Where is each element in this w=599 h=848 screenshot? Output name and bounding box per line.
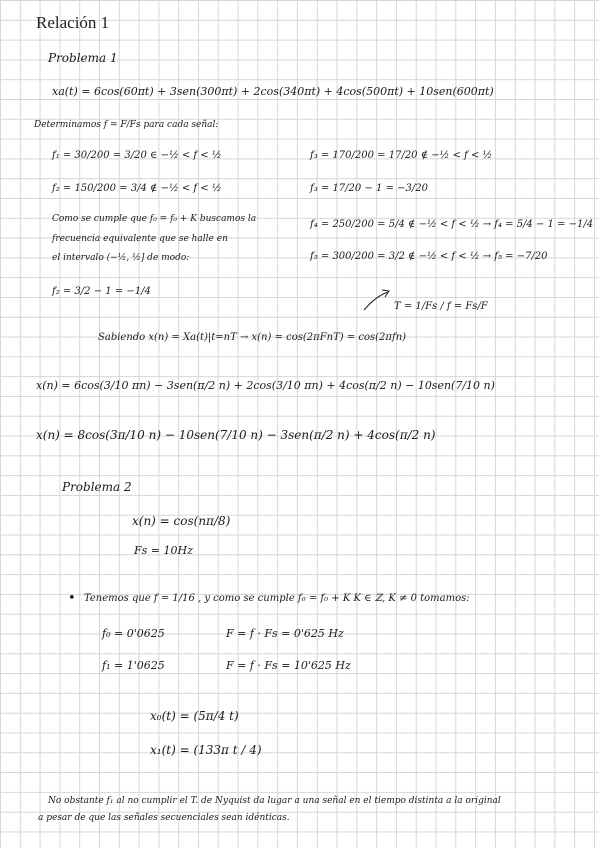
f4-line: f₄ = 250/200 = 5/4 ∉ −½ < f < ½ → f₄ = 5/4 − 1 = −1/4: [310, 219, 594, 230]
sampling-relation: Sabiendo x(n) = Xa(t)|t=nT → x(n) = cos(2πFnT) = cos(2πfn): [98, 332, 407, 343]
f2-equivalent: f₂ = 3/2 − 1 = −1/4: [52, 286, 151, 297]
p2-f0: f₀ = 0'0625: [102, 627, 165, 640]
p2-F0: F = f · Fs = 0'625 Hz: [226, 627, 344, 640]
note-line-1: Como se cumple que f₀ = f₀ + K buscamos la: [52, 214, 257, 224]
determine-text: Determinamos f = F/Fs para cada señal:: [34, 120, 219, 130]
arrow-icon: [362, 288, 392, 312]
bullet: •: [68, 591, 76, 606]
conclusion-line-1: No obstante f₁ al no cumplir el T. de Nyquist da lugar a una señal en el tiempo distinta a la original: [48, 796, 501, 806]
f5-line: f₅ = 300/200 = 3/2 ∉ −½ < f < ½ → f₅ = −7/20: [310, 251, 548, 262]
xn-simplified: x(n) = 8cos(3π/10 n) − 10sen(7/10 n) − 3sen(π/2 n) + 4cos(π/2 n): [36, 428, 436, 442]
p2-xn: x(n) = cos(nπ/8): [132, 514, 231, 528]
page-title: Relación 1: [36, 13, 110, 32]
tenemos-line: Tenemos que f = 1/16 , y como se cumple f₀ = f₀ + K K ∈ ℤ, K ≠ 0 tomamos:: [84, 593, 470, 604]
problem-1-heading: Problema 1: [48, 51, 118, 65]
p2-f1: f₁ = 1'0625: [102, 659, 165, 672]
period-definition: T = 1/Fs / f = Fs/F: [394, 301, 488, 312]
p2-x1: x₁(t) = (133π t / 4): [150, 743, 262, 757]
f3-line: f₃ = 170/200 = 17/20 ∉ −½ < f < ½: [310, 150, 493, 161]
problem-2-heading: Problema 2: [62, 480, 132, 494]
note-line-3: el intervalo (−½, ½] de modo:: [52, 253, 190, 263]
f3-equivalent: f₃ = 17/20 − 1 = −3/20: [310, 183, 428, 194]
signal-equation: xa(t) = 6cos(60πt) + 3sen(300πt) + 2cos(340πt) + 4cos(500πt) + 10sen(600πt): [52, 85, 494, 98]
xn-expansion: x(n) = 6cos(3/10 πn) − 3sen(π/2 n) + 2cos(3/10 πn) + 4cos(π/2 n) − 10sen(7/10 n): [36, 379, 495, 392]
p2-F1: F = f · Fs = 10'625 Hz: [226, 659, 351, 672]
p2-fs: Fs = 10Hz: [134, 544, 193, 557]
f1-line: f₁ = 30/200 = 3/20 ∈ −½ < f < ½: [52, 150, 222, 161]
f2-line: f₂ = 150/200 = 3/4 ∉ −½ < f < ½: [52, 183, 222, 194]
conclusion-line-2: a pesar de que las señales secuenciales sean idénticas.: [38, 813, 290, 823]
p2-x0: x₀(t) = (5π/4 t): [150, 709, 239, 723]
note-line-2: frecuencia equivalente que se halle en: [52, 234, 228, 244]
